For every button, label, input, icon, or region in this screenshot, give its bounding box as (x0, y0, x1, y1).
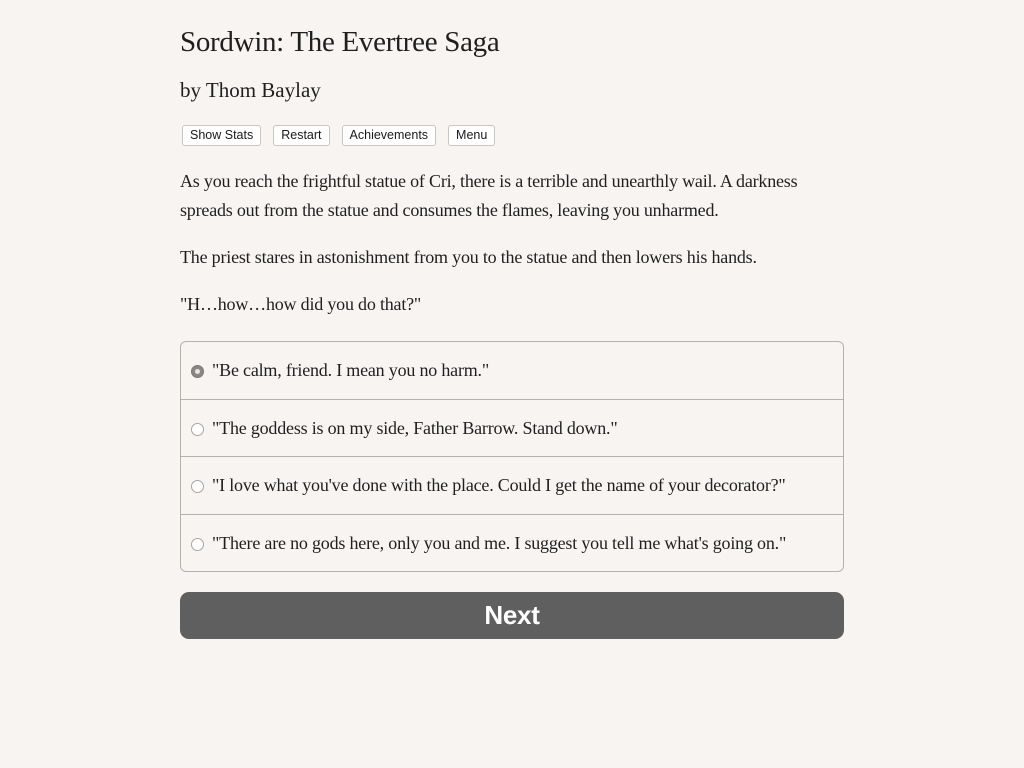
story-paragraph: "H…how…how did you do that?" (180, 294, 422, 314)
story-text (180, 167, 844, 337)
choice-option[interactable] (181, 400, 843, 458)
next-button[interactable]: Next (180, 592, 844, 639)
game-title: Sordwin: The Evertree Saga (180, 26, 500, 58)
choice-option[interactable] (181, 515, 843, 573)
menu-button[interactable]: Menu (448, 125, 495, 146)
game-author: by Thom Baylay (180, 78, 321, 102)
choice-label: "I love what you've done with the place. Could I get the name of your decorator?" (212, 475, 786, 496)
story-paragraph: As you reach the frightful statue of Cri, there is a terrible and unearthly wail. A darkness spreads out from the statue and consumes the flames, leaving you unharmed. (180, 171, 798, 220)
choice-list (180, 341, 844, 572)
toolbar (182, 125, 507, 146)
radio-button[interactable] (191, 538, 204, 551)
choice-label: "Be calm, friend. I mean you no harm." (212, 360, 490, 381)
show-stats-button[interactable]: Show Stats (182, 125, 261, 146)
choice-label: "There are no gods here, only you and me. I suggest you tell me what's going on." (212, 533, 787, 554)
radio-button[interactable] (191, 480, 204, 493)
restart-button[interactable]: Restart (273, 125, 329, 146)
achievements-button[interactable]: Achievements (342, 125, 437, 146)
choice-option[interactable] (181, 457, 843, 515)
story-paragraph: The priest stares in astonishment from you to the statue and then lowers his hands. (180, 247, 757, 267)
radio-button[interactable] (191, 423, 204, 436)
choice-label: "The goddess is on my side, Father Barrow. Stand down." (212, 417, 618, 438)
radio-button[interactable] (191, 365, 204, 378)
choice-option[interactable] (181, 342, 843, 400)
